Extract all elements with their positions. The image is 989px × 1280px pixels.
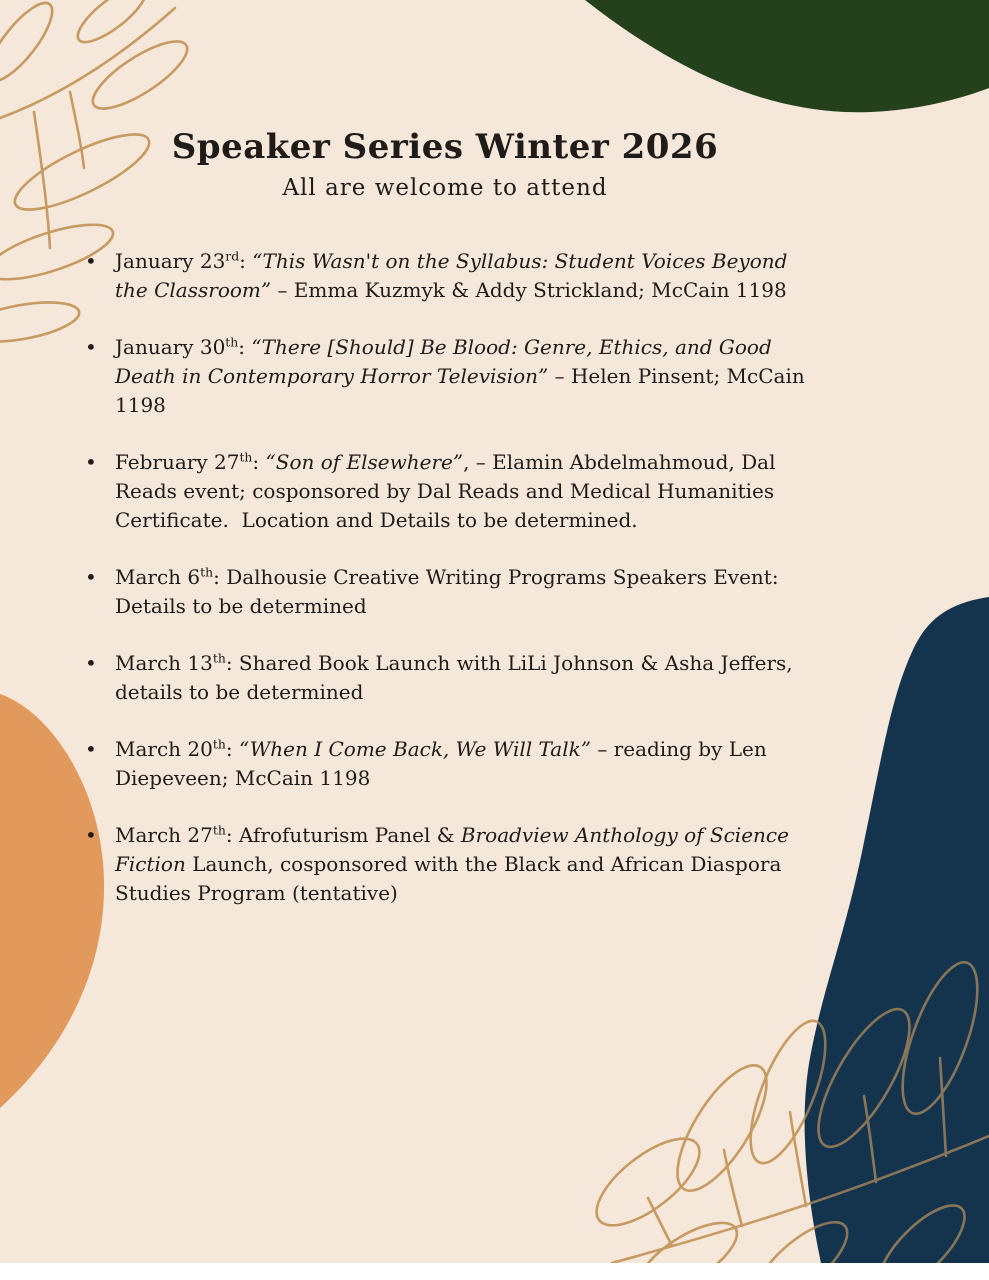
event-text-segment: : bbox=[238, 334, 252, 359]
event-text-segment: th bbox=[212, 649, 226, 665]
event-text-segment: : Dalhousie Creative Writing Programs Speakers Event: Details to be determined bbox=[115, 564, 785, 618]
event-text-segment: Broadview Anthology of Science Fiction bbox=[115, 822, 796, 876]
event-text-segment: , – Elamin Abdelmahmoud, Dal Reads event; cosponsored by Dal Reads and Medical Humanities Certificate. Location and Details to be determined. bbox=[115, 449, 782, 532]
event-text-segment: Launch, cosponsored with the Black and African Diaspora Studies Program (tentative) bbox=[115, 851, 788, 905]
flyer-header bbox=[0, 126, 890, 203]
page-subtitle: All are welcome to attend bbox=[282, 174, 608, 201]
event-text-segment: – reading by Len Diepeveen; McCain 1198 bbox=[115, 736, 774, 790]
bullet-marker: • bbox=[85, 822, 97, 847]
event-text-segment: th bbox=[212, 735, 226, 751]
event-text-segment: : bbox=[239, 248, 253, 273]
bullet-marker: • bbox=[85, 449, 97, 474]
event-text-segment: January 30 bbox=[115, 334, 226, 359]
event-text-segment: : Afrofuturism Panel & bbox=[225, 822, 461, 847]
event-item bbox=[85, 821, 820, 908]
event-text-segment: – Emma Kuzmyk & Addy Strickland; McCain 1198 bbox=[271, 277, 787, 302]
event-item bbox=[85, 333, 820, 420]
event-text-segment: “Son of Elsewhere” bbox=[265, 449, 464, 474]
event-text-segment: th bbox=[212, 821, 226, 837]
event-text-segment: : bbox=[252, 449, 266, 474]
bullet-marker: • bbox=[85, 248, 97, 273]
event-text-segment: : Shared Book Launch with LiLi Johnson & Asha Jeffers, details to be determined bbox=[115, 650, 799, 704]
event-text-segment: January 23 bbox=[115, 248, 226, 273]
bullet-marker: • bbox=[85, 736, 97, 761]
event-list bbox=[0, 247, 820, 908]
event-text-segment: “This Wasn't on the Syllabus: Student Voices Beyond the Classroom” bbox=[115, 248, 794, 302]
page-title: Speaker Series Winter 2026 bbox=[171, 127, 719, 167]
event-text-segment: March 20 bbox=[115, 736, 213, 761]
event-text-segment: – Helen Pinsent; McCain 1198 bbox=[115, 363, 812, 417]
bullet-marker: • bbox=[85, 564, 97, 589]
event-text-segment: “When I Come Back, We Will Talk” bbox=[238, 736, 591, 761]
event-item bbox=[85, 247, 820, 305]
event-item bbox=[85, 448, 820, 535]
event-text-segment: March 13 bbox=[115, 650, 213, 675]
event-text-segment: th bbox=[200, 563, 214, 579]
event-text-segment: March 6 bbox=[115, 564, 201, 589]
event-item bbox=[85, 563, 820, 621]
bullet-marker: • bbox=[85, 650, 97, 675]
event-text-segment: th bbox=[225, 333, 239, 349]
event-text-segment: rd bbox=[225, 247, 240, 263]
event-text-segment: “There [Should] Be Blood: Genre, Ethics, and Good Death in Contemporary Horror Television” bbox=[115, 334, 779, 388]
event-item bbox=[85, 649, 820, 707]
bullet-marker: • bbox=[85, 334, 97, 359]
event-text-segment: : bbox=[225, 736, 239, 761]
event-item bbox=[85, 735, 820, 793]
event-text-segment: th bbox=[239, 448, 253, 464]
event-text-segment: March 27 bbox=[115, 822, 213, 847]
event-text-segment: February 27 bbox=[115, 449, 240, 474]
